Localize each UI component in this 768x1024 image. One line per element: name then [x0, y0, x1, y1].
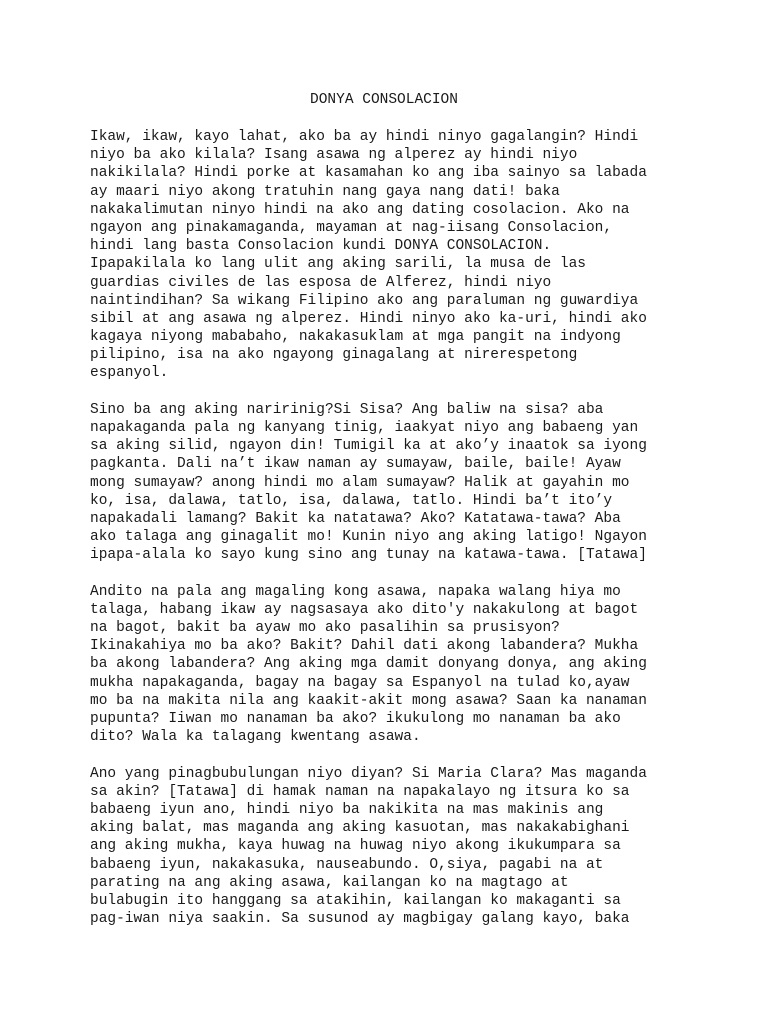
text-line: espanyol.: [90, 365, 169, 382]
text-line: mukha napakaganda, bagay na bagay sa Espanyol na tulad ko,ayaw: [90, 674, 630, 691]
text-line: pagkanta. Dali na’t ikaw naman ay sumayaw, baile, baile! Ayaw: [90, 456, 621, 473]
paragraph-2: [90, 401, 690, 565]
text-line: ay maari niyo akong tratuhin nang gaya nang dati! baka: [90, 183, 560, 200]
paragraph-4: [90, 765, 690, 929]
text-line: hindi lang basta Consolacion kundi DONYA CONSOLACION.: [90, 238, 552, 255]
paragraph-3: [90, 583, 690, 747]
text-line: bulabugin ito hanggang sa atakihin, kailangan ko makaganti sa: [90, 892, 621, 909]
paragraph-1: [90, 128, 690, 383]
text-line: naintindihan? Sa wikang Filipino ako ang paraluman ng guwardiya: [90, 292, 639, 309]
text-line: mong sumayaw? anong hindi mo alam sumayaw? Halik at gayahin mo: [90, 474, 630, 491]
text-line: guardias civiles de las esposa de Alferez, hindi niyo: [90, 274, 552, 291]
text-line: Andito na pala ang magaling kong asawa, napaka walang hiya mo: [90, 583, 621, 600]
text-line: Ikinakahiya mo ba ako? Bakit? Dahil dati akong labandera? Mukha: [90, 638, 639, 655]
text-line: ako talaga ang ginagalit mo! Kunin niyo ang aking latigo! Ngayon: [90, 529, 647, 546]
text-line: babaeng iyun, nakakasuka, nauseabundo. O,siya, pagabi na at: [90, 856, 604, 873]
text-line: aking balat, mas maganda ang aking kasuotan, mas nakakabighani: [90, 820, 630, 837]
text-line: parating na ang aking asawa, kailangan ko na magtago at: [90, 874, 569, 891]
document-title: DONYA CONSOLACION: [310, 92, 458, 108]
text-line: Ikaw, ikaw, kayo lahat, ako ba ay hindi ninyo gagalangin? Hindi: [90, 129, 639, 145]
text-line: sa akin? [Tatawa] di hamak naman na napakalayo ng itsura ko sa: [90, 783, 630, 800]
text-line: ba akong labandera? Ang aking mga damit donyang donya, ang aking: [90, 656, 647, 673]
text-line: ang aking mukha, kaya huwag na huwag niyo akong ikukumpara sa: [90, 838, 621, 855]
text-line: Ipapakilala ko lang ulit ang aking sarili, la musa de las: [90, 256, 586, 273]
text-line: sa aking silid, ngayon din! Tumigil ka at ako’y inaatok sa iyong: [90, 438, 647, 455]
text-line: pag-iwan niya saakin. Sa susunod ay magbigay galang kayo, baka: [90, 911, 630, 928]
text-line: Ano yang pinagbubulungan niyo diyan? Si Maria Clara? Mas maganda: [90, 765, 647, 782]
text-line: niyo ba ako kilala? Isang asawa ng alperez ay hindi niyo: [90, 147, 578, 164]
text-line: nakikilala? Hindi porke at kasamahan ko ang iba sainyo sa labada: [90, 165, 647, 182]
text-line: ko, isa, dalawa, tatlo, isa, dalawa, tatlo. Hindi ba’t ito’y: [90, 492, 613, 509]
text-line: babaeng iyun ano, hindi niyo ba nakikita na mas makinis ang: [90, 801, 604, 818]
text-line: napakadali lamang? Bakit ka natatawa? Ako? Katatawa-tawa? Aba: [90, 510, 621, 527]
text-line: kagaya niyong mababaho, nakakasuklam at mga pangit na indyong: [90, 329, 621, 346]
text-line: talaga, habang ikaw ay nagsasaya ako dito'y nakakulong at bagot: [90, 601, 639, 618]
text-line: sibil at ang asawa ng alperez. Hindi ninyo ako ka-uri, hindi ako: [90, 310, 647, 327]
text-line: dito? Wala ka talagang kwentang asawa.: [90, 729, 421, 746]
text-line: ipapa-alala ko sayo kung sino ang tunay na katawa-tawa. [Tatawa]: [90, 547, 647, 564]
text-line: na bagot, bakit ba ayaw mo ako pasalihin sa prusisyon?: [90, 620, 560, 637]
text-line: Sino ba ang aking naririnig?Si Sisa? Ang baliw na sisa? aba: [90, 401, 604, 418]
text-line: pupunta? Iiwan mo nanaman ba ako? ikukulong mo nanaman ba ako: [90, 711, 621, 727]
text-line: pilipino, isa na ako ngayong ginagalang at nirerespetong: [90, 347, 578, 364]
text-line: ngayon ang pinakamaganda, mayaman at nag-iisang Consolacion,: [90, 219, 613, 236]
text-line: mo ba na makita nila ang kaakit-akit mong asawa? Saan ka nanaman: [90, 692, 647, 709]
text-line: napakaganda pala ng kanyang tinig, iaakyat niyo ang babaeng yan: [90, 420, 639, 436]
document-body: [90, 128, 690, 946]
text-line: nakakalimutan ninyo hindi na ako ang dating cosolacion. Ako na: [90, 201, 630, 218]
